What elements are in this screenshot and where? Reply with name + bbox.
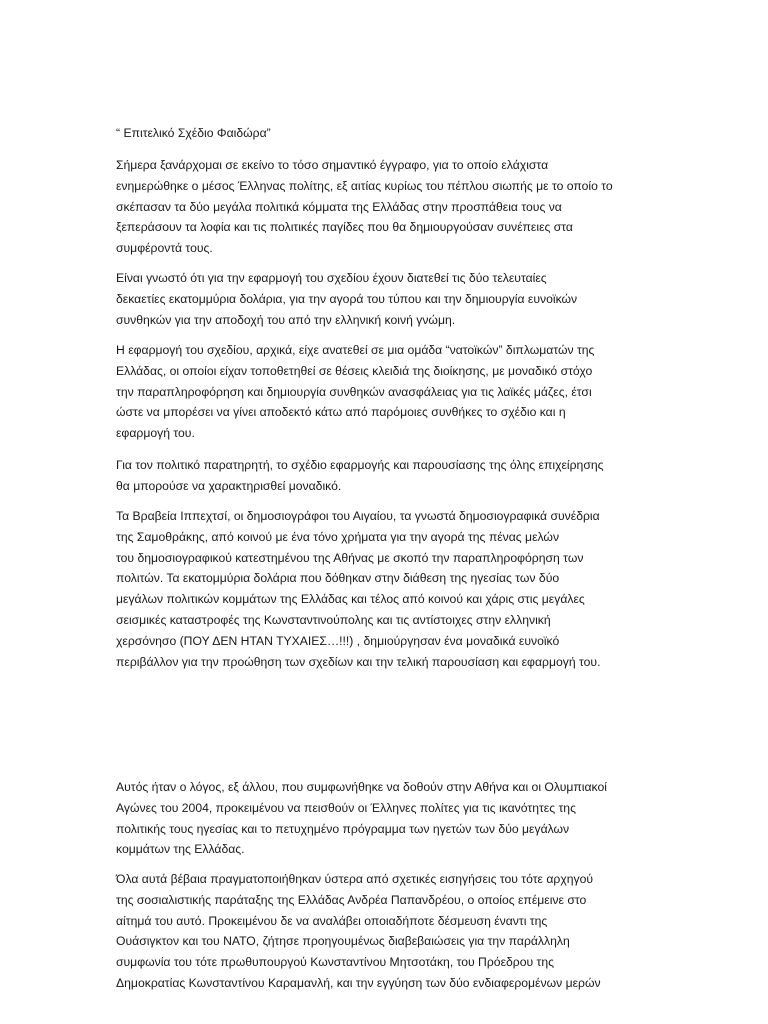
paragraph-6 (116, 777, 656, 860)
paragraph-5 (116, 506, 656, 672)
paragraph-line: ενημερώθηκε ο μέσος Έλληνας πολίτης, εξ αιτίας κυρίως του πέπλου σιωπής με το οποίο το (116, 178, 613, 193)
paragraph-line: του δημοσιογραφικού κατεστημένου της Αθήνας με σκοπό την παραπληροφόρηση των (116, 550, 584, 565)
paragraph-line: Για τον πολιτικό παρατηρητή, το σχέδιο εφαρμογής και παρουσίασης της όλης επιχείρησης (116, 458, 604, 472)
paragraph-4 (116, 455, 656, 497)
paragraph-line: της Σαμοθράκης, από κοινού με ένα τόνο χρήματα για την αγορά της πένας μελών (116, 529, 560, 544)
paragraph-line: κομμάτων της Ελλάδας. (116, 842, 245, 857)
paragraph-line: εφαρμογή του. (116, 426, 195, 441)
paragraph-line: σκέπασαν τα δύο μεγάλα πολιτικά κόμματα της Ελλάδας στην προσπάθεια τους να (116, 199, 562, 214)
paragraph-line: Είναι γνωστό ότι για την εφαρμογή του σχεδίου έχουν διατεθεί τις δύο τελευταίες (116, 271, 547, 285)
paragraph-line: ξεπεράσουν τα λοφία και τις πολιτικές παγίδες που θα δημιουργούσαν συνέπειες στα (116, 220, 573, 235)
paragraph-line: συμφωνία του τότε πρωθυπουργού Κωνσταντίνου Μητσοτάκη, του Πρόεδρου της (116, 955, 555, 970)
paragraph-line: Σήμερα ξανάρχομαι σε εκείνο το τόσο σημαντικό έγγραφο, για το οποίο ελάχιστα (116, 158, 549, 172)
paragraph-line: αίτημά του αυτό. Προκειμένου δε να αναλάβει οποιαδήποτε δέσμευση έναντι της (116, 913, 548, 928)
paragraph-3 (116, 340, 656, 444)
paragraph-line: Αυτός ήταν ο λόγος, εξ άλλου, που συμφωνήθηκε να δοθούν στην Αθήνα και οι Ολυμπιακοί (116, 780, 607, 794)
paragraph-line: της σοσιαλιστικής παράταξης της Ελλάδας Ανδρέα Παπανδρέου, ο οποίος επέμεινε στο (116, 892, 587, 907)
paragraph-line: την παραπληροφόρηση και δημιουργία συνθηκών ανασφάλειας για τις λαϊκές μάζες, έτσι (116, 384, 592, 399)
paragraph-line: πολιτών. Τα εκατομμύρια δολάρια που δόθηκαν στην διάθεση της ηγεσίας των δύο (116, 571, 560, 586)
paragraph-line: Δημοκρατίας Κωνσταντίνου Καραμανλή, και την εγγύηση των δύο ενδιαφερομένων μερών (116, 975, 601, 990)
paragraph-line: Ελλάδας, οι οποίοι είχαν τοποθετηθεί σε θέσεις κλειδιά της διοίκησης, με μοναδικό στόχο (116, 363, 593, 378)
paragraph-line: θα μπορούσε να χαρακτηρισθεί μοναδικό. (116, 478, 342, 493)
paragraph-1 (116, 155, 656, 259)
paragraph-line: συμφέροντά τους. (116, 241, 213, 256)
document-title: “ Επιτελικό Σχέδιο Φαιδώρα” (116, 126, 271, 140)
paragraph-line: περιβάλλον για την προώθηση των σχεδίων και την τελική παρουσίαση και εφαρμογή του. (116, 654, 601, 669)
paragraph-2 (116, 268, 656, 330)
paragraph-line: Τα Βραβεία Ιππεχτσί, οι δημοσιογράφοι του Αιγαίου, τα γνωστά δημοσιογραφικά συνέδρια (116, 509, 600, 523)
paragraph-line: Η εφαρμογή του σχεδίου, αρχικά, είχε ανατεθεί σε μια ομάδα “νατοϊκών” διπλωματών της (116, 343, 595, 357)
paragraph-line: Ουάσιγκτον και του ΝΑΤΟ, ζήτησε προηγουμένως διαβεβαιώσεις για την παράλληλη (116, 934, 570, 949)
paragraph-7 (116, 869, 656, 994)
paragraph-line: συνθηκών για την αποδοχή του από την ελληνική κοινή γνώμη. (116, 312, 456, 327)
paragraph-line: Όλα αυτά βέβαια πραγματοποιήθηκαν ύστερα από σχετικές εισηγήσεις του τότε αρχηγού (116, 872, 594, 886)
paragraph-line: πολιτικής τους ηγεσίας και το πετυχημένο πρόγραμμα των ηγετών των δύο μεγάλων (116, 821, 570, 836)
paragraph-line: σεισμικές καταστροφές της Κωνσταντινούπολης και τις αντίστοιχες στην ελληνική (116, 612, 551, 627)
paragraph-line: Αγώνες του 2004, προκειμένου να πεισθούν οι Έλληνες πολίτες για τις ικανότητες της (116, 800, 576, 815)
paragraph-line: μεγάλων πολιτικών κομμάτων της Ελλάδας και τέλος από κοινού και χάρις στις μεγάλες (116, 592, 585, 607)
paragraph-line: δεκαετίες εκατομμύρια δολάρια, για την αγορά του τύπου και την δημιουργία ευνοϊκών (116, 291, 578, 306)
paragraph-line: ώστε να μπορέσει να γίνει αποδεκτό κάτω από παρόμοιες συνθήκες το σχέδιο και η (116, 405, 566, 420)
paragraph-line: χερσόνησο (ΠΟΥ ΔΕΝ ΗΤΑΝ ΤΥΧΑΙΕΣ…!!!) , δημιούργησαν ένα μοναδικά ευνοϊκό (116, 633, 560, 648)
